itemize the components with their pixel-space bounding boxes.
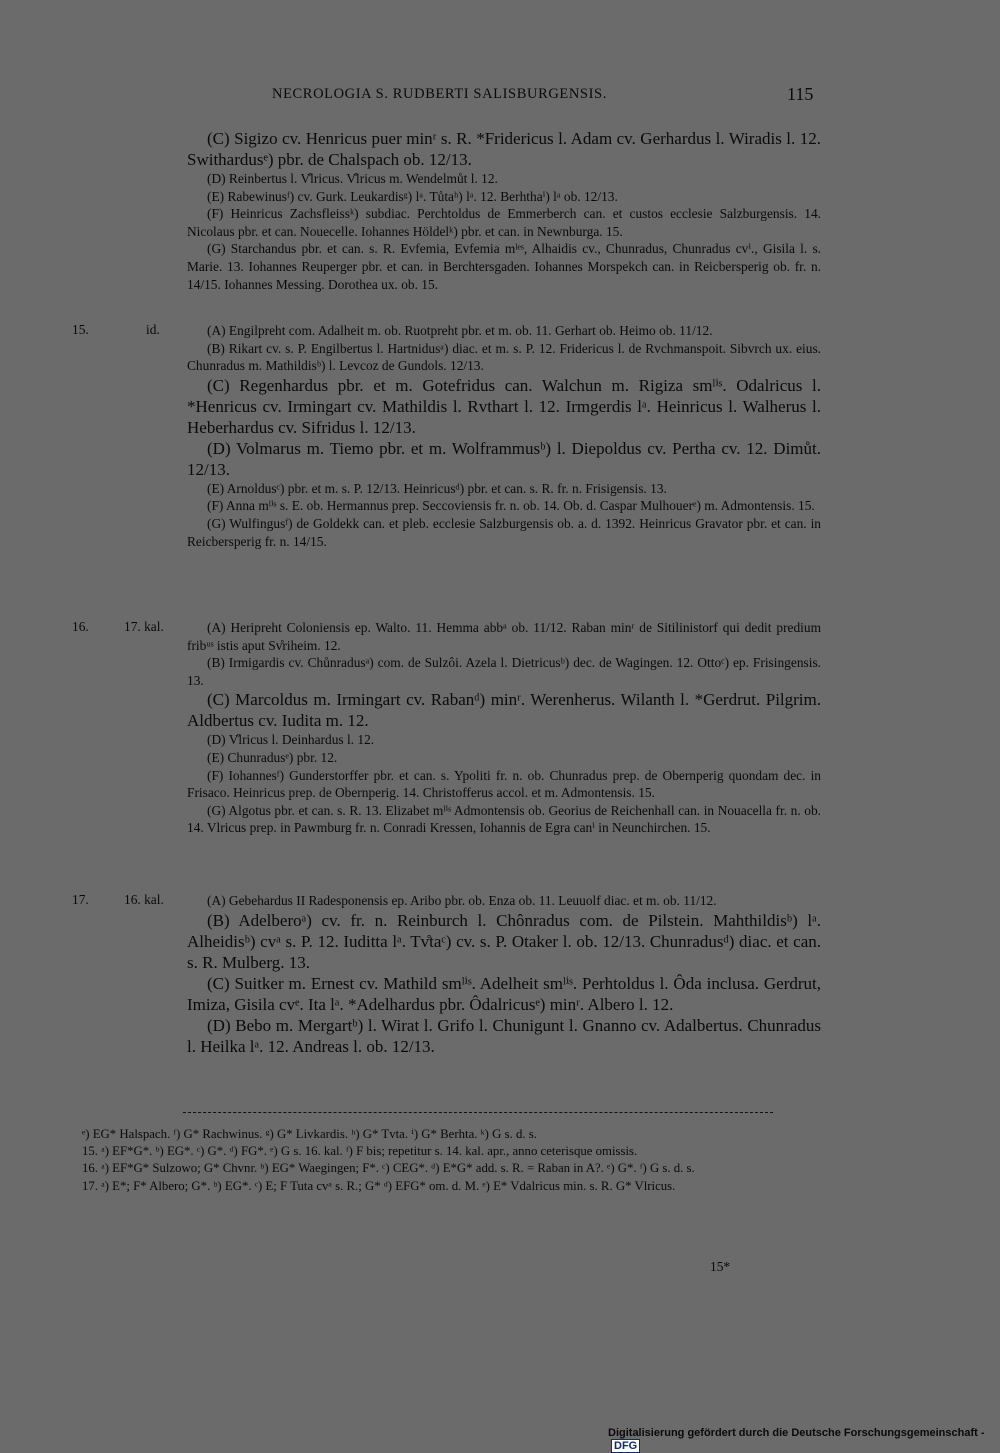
- hour-entry: (D) Volmarus m. Tiemo pbr. et m. Wolframmusᵇ) l. Diepoldus cv. Pertha cv. 12. Dimůt. 12/13.: [187, 438, 821, 479]
- hour-entry: (G) Wulfingusᶠ) de Goldekk can. et pleb. ecclesie Salzburgensis ob. a. d. 1392. Heinricus Gravator pbr. et can. in Reicbersperig fr. n. 14/15.: [187, 515, 821, 549]
- day-number: 15.: [72, 322, 89, 337]
- kalendar-date: 17. kal.: [124, 619, 164, 634]
- hour-entry: (C) Sigizo cv. Henricus puer minʳ s. R. *Fridericus l. Adam cv. Gerhardus l. Wiradis l. 12. Swithardusᵉ) pbr. de Chalspach ob. 12/13.: [187, 129, 821, 169]
- hour-entry: (E) Arnoldusᶜ) pbr. et m. s. P. 12/13. Heinricusᵈ) pbr. et can. s. R. fr. n. Frisigensis. 13.: [207, 480, 667, 496]
- hour-entry: (D) V̊lricus l. Deinhardus l. 12.: [207, 732, 375, 748]
- footnotes: [82, 1126, 824, 1195]
- day-number: 17.: [72, 892, 89, 907]
- hour-entry: (F) Heinricus Zachsfleissᵏ) subdiac. Perchtoldus de Emmerberch can. et custos ecclesie Salzburgensis. 14. Nicolaus pbr. et can. Nouecelle. Iohannes Höldelᵏ) pbr. et can. in Newnburga. 15.: [187, 206, 821, 239]
- hour-entry: (E) Rabewinusᶠ) cv. Gurk. Leukardisᵍ) lᵃ. Tůtaʰ) lᵃ. 12. Berhthaⁱ) lᵃ ob. 12/13.: [207, 188, 618, 204]
- dfg-logo: DFG: [611, 1439, 640, 1453]
- dfg-credit-text: Digitalisierung gefördert durch die Deutsche Forschungsgemeinschaft -: [608, 1427, 985, 1439]
- hour-entry: (G) Starchandus pbr. et can. s. R. Evfemia, Evfemia mˡᵉˢ, Alhaidis cv., Chunradus, Chunradus cvⁱ., Gisila l. s. Marie. 13. Iohannes Reuperger pbr. et can. in Berchtersgaden. Iohannes Morspekch can. in Reicbersperig ob. fr. n. 14/15. Iohannes Messing. Dorothea ux. ob. 15.: [187, 241, 821, 292]
- hour-entry: (B) Irmigardis cv. Chůnradusᵃ) com. de Sulzôi. Azela l. Dietricusᵇ) dec. de Wagingen. 12. Ottoᶜ) ep. Frisingensis. 13.: [187, 655, 821, 688]
- hour-entry: (A) Gebehardus II Radesponensis ep. Aribo pbr. ob. Enza ob. 11. Leuuolf diac. et m. ob. 11/12.: [207, 893, 717, 908]
- day-entry-block: [187, 619, 821, 837]
- hour-entry: (D) Reinbertus l. V̊lricus. V̊lricus m. Wendelmůt l. 12.: [207, 171, 498, 186]
- footnote-rule: [183, 1112, 773, 1113]
- kalendar-date: 16. kal.: [124, 892, 164, 907]
- footnote: 16. ᵃ) EF*G* Sulzowo; G* Chvnr. ᵇ) EG* Waegingen; F*. ᶜ) CEG*. ᵈ) E*G* add. s. R. = Raban in A?. ᵉ) G*. ᶠ) G s. d. s.: [82, 1161, 695, 1176]
- hour-entry: (E) Chunradusᵉ) pbr. 12.: [207, 749, 338, 765]
- hour-entry: (C) Regenhardus pbr. et m. Gotefridus can. Walchun m. Rigiza smˡⁱˢ. Odalricus l. *Henricus cv. Irmingart cv. Mathildis l. Rvthart l. 12. Irmgerdis lᵃ. Heinricus l. Walherus l. Heberhardus cv. Sifridus l. 12/13.: [187, 375, 821, 437]
- hour-entry: (C) Marcoldus m. Irmingart cv. Rabanᵈ) minʳ. Werenherus. Wilanth l. *Gerdrut. Pilgrim. Aldbertus cv. Iudita m. 12.: [187, 690, 821, 731]
- hour-entry: (F) Iohannesᶠ) Gunderstorffer pbr. et can. s. Ypoliti fr. n. ob. Chunradus prep. de Obernperig quondam dec. in Frisaco. Heinricus prep. de Obernperig. 14. Christofferus accol. et m. Admontensis. 15.: [187, 767, 821, 801]
- hour-entry: (A) Heripreht Coloniensis ep. Walto. 11. Hemma abbᵃ ob. 11/12. Raban minʳ de Sitilinistorf qui dedit predium fribᵘˢ istis aput Sv̊riheim. 12.: [187, 620, 821, 653]
- signature-mark: 15*: [710, 1259, 731, 1274]
- hour-entry: (D) Bebo m. Mergartᵇ) l. Wirat l. Grifo l. Chunigunt l. Gnanno cv. Adalbertus. Chunradus l. Heilka lᵃ. 12. Andreas l. ob. 12/13.: [187, 1015, 821, 1056]
- running-header: NECROLOGIA S. RUDBERTI SALISBURGENSIS.: [272, 86, 607, 102]
- day-entry-block: [187, 128, 821, 293]
- hour-entry: (C) Suitker m. Ernest cv. Mathild smˡⁱˢ. Adelheit smˡⁱˢ. Perhtoldus l. Ôda inclusa. Gerdrut, Imiza, Gisila cvᵉ. Ita lᵃ. *Adelhardus pbr. Ôdalricusᵉ) minʳ. Albero l. 12.: [187, 973, 821, 1014]
- hour-entry: (B) Rikart cv. s. P. Engilbertus l. Hartnidusᵃ) diac. et m. s. P. 12. Fridericus l. de Rvchmanspoit. Sibvrch ux. eius. Chunradus m. Mathildisᵇ) l. Levcoz de Gundols. 12/13.: [187, 340, 821, 374]
- day-number: 16.: [72, 619, 89, 634]
- hour-entry: (G) Algotus pbr. et can. s. R. 13. Elizabet mˡⁱˢ Admontensis ob. Georius de Reichenhall can. in Nouacella fr. n. ob. 14. Vlricus prep. in Pawmburg fr. n. Conradi Kressen, Iohannis de Egra canⁱ in Neunchirchen. 15.: [187, 802, 821, 836]
- hour-entry: (B) Adelberoᵃ) cv. fr. n. Reinburch l. Chônradus com. de Pilstein. Mahthildisᵇ) lᵃ. Alheidisᵇ) cvᵃ s. P. 12. Iuditta lᵃ. Tv̊taᶜ) cv. s. P. Otaker l. ob. 12/13. Chunradusᵈ) diac. et can. s. R. Mulberg. 13.: [187, 910, 821, 972]
- footnote: 17. ᵃ) E*; F* Albero; G*. ᵇ) EG*. ᶜ) E; F Tuta cvᵃ s. R.; G* ᵈ) EFG* om. d. M. ᵉ) E* Vdalricus min. s. R. G* Vlricus.: [82, 1178, 676, 1193]
- footnote: ᵉ) EG* Halspach. ᶠ) G* Rachwinus. ᵍ) G* Livkardis. ʰ) G* Tvta. ⁱ) G* Berhta. ᵏ) G s. d. s.: [82, 1127, 537, 1141]
- page-number: 115: [787, 84, 814, 104]
- hour-entry: (A) Engilpreht com. Adalheit m. ob. Ruotpreht pbr. et m. ob. 11. Gerhart ob. Heimo ob. 11/12.: [207, 323, 713, 338]
- day-entry-block: [187, 322, 821, 550]
- kalendar-date: id.: [146, 322, 160, 337]
- footnote: 15. ᵃ) EF*G*. ᵇ) EG*. ᶜ) G*. ᵈ) FG*. ᵉ) G s. 16. kal. ᶠ) F bis; repetitur s. 14. kal. apr., anno ceterisque omissis.: [82, 1144, 638, 1159]
- dfg-credit: [608, 1427, 1000, 1453]
- day-entry-block: [187, 892, 821, 1057]
- hour-entry: (F) Anna mˡⁱˢ s. E. ob. Hermannus prep. Seccoviensis fr. n. ob. 14. Ob. d. Caspar Mulhouerᵉ) m. Admontensis. 15.: [207, 498, 815, 514]
